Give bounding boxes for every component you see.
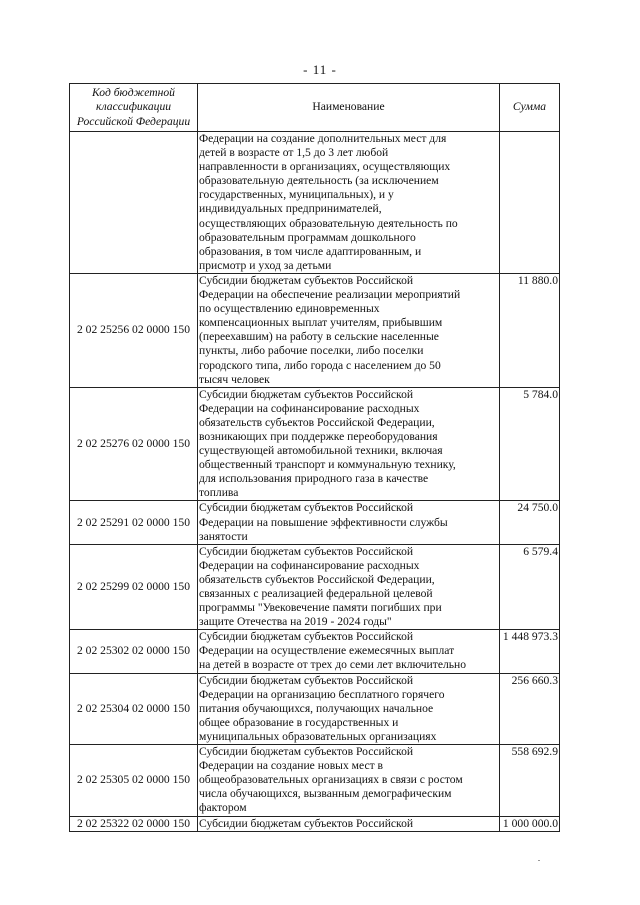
row-code: 2 02 25304 02 0000 150 [70,673,198,744]
row-sum: 558 692.9 [500,745,560,816]
budget-table [69,83,560,832]
header-code: Код бюджетной классификации Российской Федерации [70,84,198,132]
row-sum: 256 660.3 [500,673,560,744]
row-code: 2 02 25276 02 0000 150 [70,387,198,501]
table-row [70,544,560,630]
row-name: Субсидии бюджетам субъектов Российской Федерации на софинансирование расходных обязательств субъектов Российской Федерации, связанных с реализацией федеральной целевой программы "Увековечение памяти погибших при защите Отечества на 2019 - 2024 годы" [198,544,500,630]
row-sum: 1 000 000.0 [500,816,560,831]
header-name: Наименование [198,84,500,132]
scan-speck [538,860,540,861]
row-sum: 6 579.4 [500,544,560,630]
row-code: 2 02 25299 02 0000 150 [70,544,198,630]
table-header-row [70,84,560,132]
row-code: 2 02 25302 02 0000 150 [70,630,198,673]
table-row [70,132,560,274]
row-sum: 24 750.0 [500,501,560,544]
table-row [70,816,560,831]
row-name: Субсидии бюджетам субъектов Российской Федерации на обеспечение реализации мероприятий по осуществлению единовременных компенсационных выплат учителям, прибывшим (переехавшим) на работу в сельские населенные пункты, либо рабочие поселки, либо поселки городского типа, либо города с населением до 50 тысяч человек [198,273,500,387]
table-row [70,273,560,387]
row-sum: 11 880.0 [500,273,560,387]
row-sum: 1 448 973.3 [500,630,560,673]
table-row [70,501,560,544]
table-row [70,673,560,744]
row-name: Субсидии бюджетам субъектов Российской Федерации на повышение эффективности службы занятости [198,501,500,544]
row-code: 2 02 25305 02 0000 150 [70,745,198,816]
header-sum: Сумма [500,84,560,132]
row-name: Субсидии бюджетам субъектов Российской Федерации на софинансирование расходных обязательств субъектов Российской Федерации, возникающих при поддержке переоборудования существующей автомобильной техники, включая общественный транспорт и коммунальную технику, для использования природного газа в качестве топлива [198,387,500,501]
row-code [70,132,198,274]
row-name: Субсидии бюджетам субъектов Российской Федерации на осуществление ежемесячных выплат на детей в возрасте от трех до семи лет включительно [198,630,500,673]
row-code: 2 02 25291 02 0000 150 [70,501,198,544]
row-code: 2 02 25322 02 0000 150 [70,816,198,831]
row-sum [500,132,560,274]
row-sum: 5 784.0 [500,387,560,501]
row-code: 2 02 25256 02 0000 150 [70,273,198,387]
page-number: - 11 - [303,62,337,77]
row-name: Субсидии бюджетам субъектов Российской Федерации на создание новых мест в общеобразовательных организациях в связи с ростом числа обучающихся, вызванным демографическим фактором [198,745,500,816]
row-name: Субсидии бюджетам субъектов Российской Федерации на организацию бесплатного горячего питания обучающихся, получающих начальное общее образование в государственных и муниципальных образовательных организациях [198,673,500,744]
table-row [70,630,560,673]
row-name: Субсидии бюджетам субъектов Российской [198,816,500,831]
table-row [70,387,560,501]
table-row [70,745,560,816]
row-name: Федерации на создание дополнительных мест для детей в возрасте от 1,5 до 3 лет любой направленности в организациях, осуществляющих образовательную деятельность (за исключением государственных, муниципальных), и у индивидуальных предпринимателей, осуществляющих образовательную деятельность по образовательным программам дошкольного образования, в том числе адаптированным, и присмотр и уход за детьми [198,132,500,274]
